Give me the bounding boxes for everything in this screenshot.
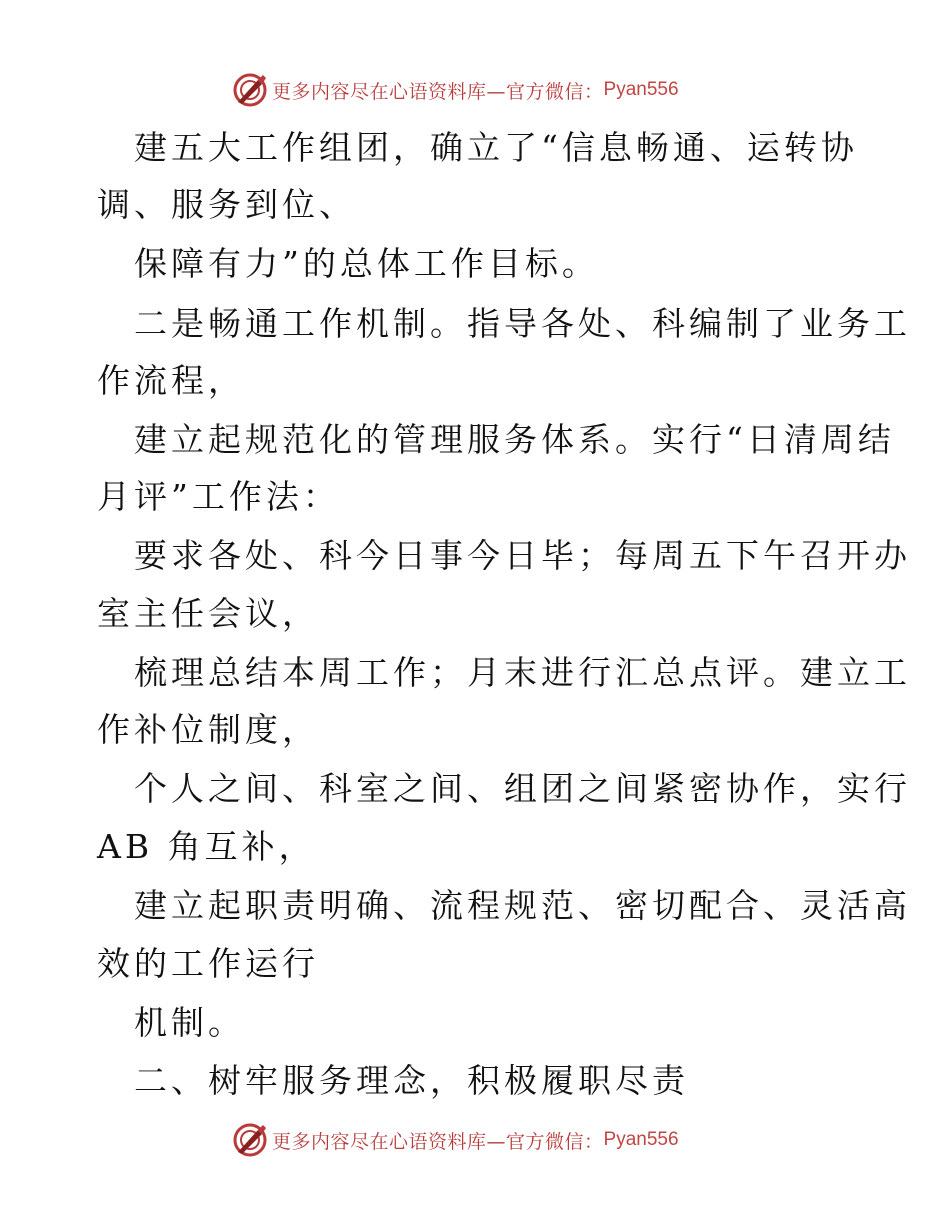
- section-heading: 二、树牢服务理念，积极履职尽责: [134, 1061, 689, 1100]
- body-line: 月评”工作法：: [97, 477, 340, 516]
- body-line: 建立起规范化的管理服务体系。实行“日清周结: [134, 420, 895, 459]
- banner-slogan: 更多内容尽在心语资料库—官方微信：: [272, 1130, 604, 1153]
- body-line: 室主任会议，: [97, 594, 319, 633]
- body-line: 梳理总结本周工作；月末进行汇总点评。建立工: [134, 653, 911, 692]
- body-line: 要求各处、科今日事今日毕；每周五下午召开办: [134, 536, 911, 575]
- body-line: AB 角互补，: [97, 827, 316, 866]
- body-line: 作补位制度，: [97, 710, 319, 749]
- body-line: 调、服务到位、: [97, 185, 356, 224]
- banner-wechat-id: Pyan556: [603, 1129, 679, 1150]
- body-line: 二是畅通工作机制。指导各处、科编制了业务工: [134, 304, 911, 343]
- body-line: 效的工作运行: [97, 944, 319, 983]
- body-line: 建五大工作组团，确立了“信息畅通、运转协: [134, 128, 858, 167]
- body-line: 作流程，: [97, 361, 245, 400]
- banner-wechat-id: Pyan556: [603, 79, 679, 100]
- body-line: 机制。: [134, 1003, 245, 1042]
- body-line: 建立起职责明确、流程规范、密切配合、灵活高: [134, 886, 911, 925]
- banner-slogan: 更多内容尽在心语资料库—官方微信：: [272, 80, 604, 103]
- body-line: 个人之间、科室之间、组团之间紧密协作，实行: [134, 769, 911, 808]
- red-pen-logo-icon: [232, 72, 268, 108]
- red-pen-logo-icon: [232, 1122, 268, 1158]
- body-line: 保障有力”的总体工作目标。: [134, 244, 599, 283]
- header-banner: [232, 70, 712, 110]
- footer-banner: [232, 1120, 712, 1160]
